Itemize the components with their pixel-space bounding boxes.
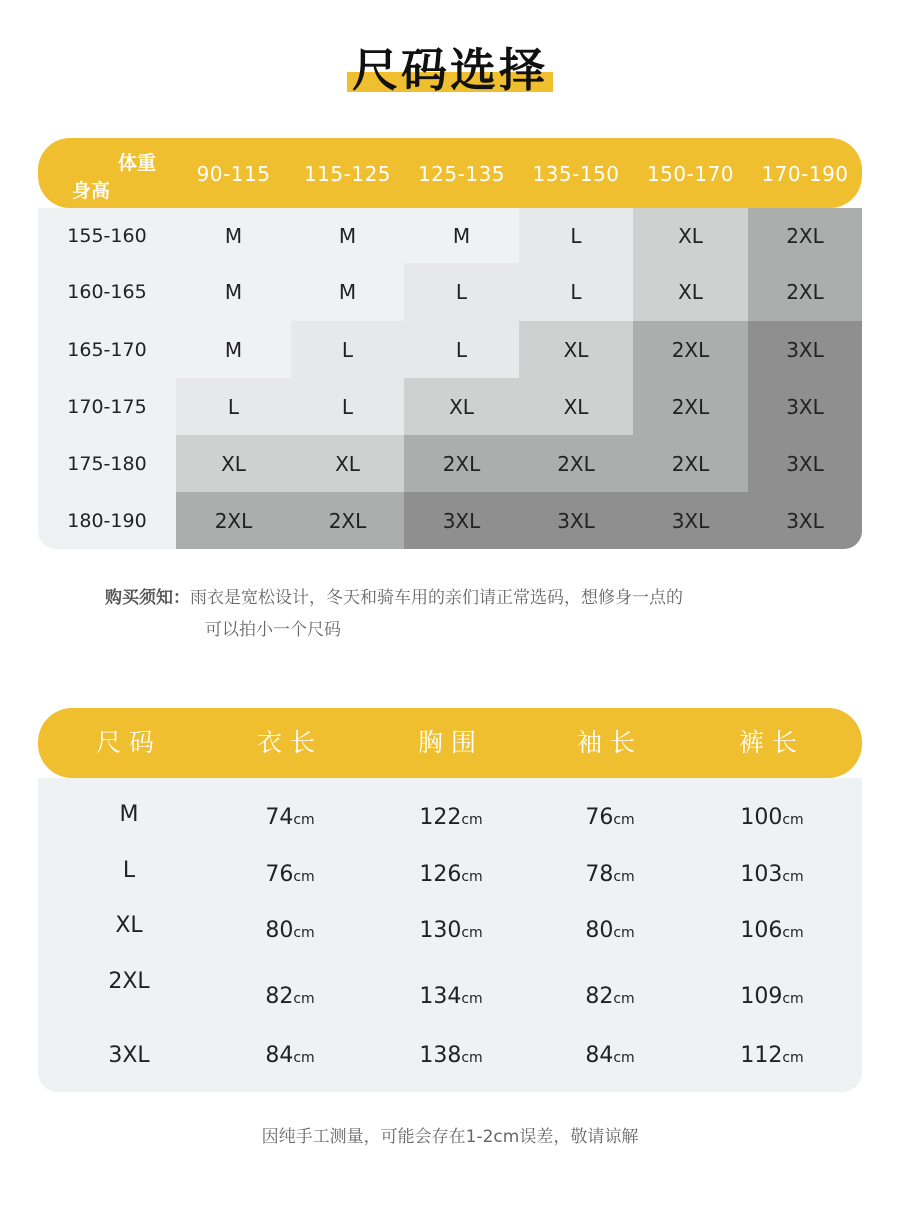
- height-label: 155-160: [67, 224, 147, 247]
- size-cell: 3XL: [748, 435, 862, 492]
- size-cell: 3XL: [748, 378, 862, 435]
- footer-disclaimer: 因纯手工测量，可能会存在1-2cm误差，敬请谅解: [261, 1127, 639, 1147]
- measure-value-cell: [697, 798, 847, 838]
- size-cell: L: [519, 263, 633, 321]
- measure-value: 130: [419, 918, 462, 943]
- measure-value: 109: [740, 984, 783, 1009]
- measure-value: 100: [740, 805, 783, 830]
- measure-value-cell: [376, 1036, 526, 1076]
- size-cell: M: [404, 208, 519, 263]
- size-cell: L: [291, 321, 404, 378]
- measure-value-cell: [535, 1036, 685, 1076]
- size-cell: M: [176, 208, 291, 263]
- measure-value-cell: [376, 798, 526, 838]
- measure-unit: cm: [461, 991, 483, 1007]
- size-cell: 2XL: [404, 435, 519, 492]
- measure-unit: cm: [613, 991, 635, 1007]
- measure-size-cell: M: [119, 802, 139, 827]
- weight-header: 150-170: [646, 162, 735, 186]
- size-cell: L: [404, 263, 519, 321]
- size-cell: 2XL: [291, 492, 404, 549]
- size-cell: 2XL: [633, 435, 748, 492]
- size-cell: 3XL: [748, 321, 862, 378]
- measure-value-cell: [535, 798, 685, 838]
- size-cell: XL: [633, 263, 748, 321]
- measure-value: 122: [419, 805, 462, 830]
- size-cell: 2XL: [176, 492, 291, 549]
- measure-unit: cm: [461, 869, 483, 885]
- measure-unit: cm: [782, 812, 804, 828]
- size-cell: 2XL: [748, 263, 862, 321]
- size-chart-header: [38, 138, 862, 208]
- corner-weight-label: 体重: [118, 152, 157, 174]
- measure-value: 138: [419, 1043, 462, 1068]
- measure-unit: cm: [782, 925, 804, 941]
- measure-unit: cm: [461, 812, 483, 828]
- measure-value-cell: [215, 977, 365, 1017]
- height-label: 175-180: [67, 452, 147, 475]
- size-cell: XL: [519, 378, 633, 435]
- size-cell: 3XL: [633, 492, 748, 549]
- size-chart-body: [38, 208, 862, 549]
- height-label: 170-175: [67, 395, 147, 418]
- size-cell: 2XL: [519, 435, 633, 492]
- size-cell: M: [291, 208, 404, 263]
- height-label: 160-165: [67, 281, 147, 303]
- measure-value-cell: [376, 855, 526, 895]
- measure-table-header: [38, 708, 862, 778]
- measure-value-cell: [376, 911, 526, 951]
- measure-value: 84: [265, 1043, 294, 1068]
- size-cell: 2XL: [633, 378, 748, 435]
- measure-unit: cm: [293, 869, 315, 885]
- size-cell: XL: [519, 321, 633, 378]
- measure-value: 74: [265, 805, 294, 830]
- size-cell: XL: [404, 378, 519, 435]
- measure-header: 衣长: [256, 728, 323, 757]
- measure-header: 袖长: [576, 728, 643, 757]
- purchase-note-label: 购买须知：: [105, 588, 190, 608]
- measure-table-body: [38, 778, 862, 1092]
- measure-unit: cm: [293, 1050, 315, 1066]
- measure-value-cell: [697, 1036, 847, 1076]
- measure-value: 126: [419, 862, 462, 887]
- measure-header: 胸围: [417, 728, 484, 757]
- size-cell: 3XL: [519, 492, 633, 549]
- measure-value-cell: [535, 855, 685, 895]
- size-cell: 2XL: [748, 208, 862, 263]
- measure-size-cell: 3XL: [108, 1043, 150, 1068]
- measure-value-cell: [535, 911, 685, 951]
- measure-value-cell: [215, 911, 365, 951]
- size-cell: XL: [633, 208, 748, 263]
- measure-value-cell: [697, 977, 847, 1017]
- measure-value: 103: [740, 862, 783, 887]
- measure-unit: cm: [782, 1050, 804, 1066]
- measure-value: 106: [740, 918, 783, 943]
- weight-header: 115-125: [303, 162, 392, 186]
- measure-value-cell: [697, 855, 847, 895]
- measure-unit: cm: [782, 869, 804, 885]
- measure-value: 82: [585, 984, 614, 1009]
- measure-header: 尺码: [95, 728, 162, 757]
- measure-unit: cm: [782, 991, 804, 1007]
- measure-unit: cm: [293, 812, 315, 828]
- weight-header: 90-115: [196, 162, 271, 186]
- size-cell: 3XL: [748, 492, 862, 549]
- size-cell: XL: [291, 435, 404, 492]
- size-cell: L: [519, 208, 633, 263]
- size-cell: 3XL: [404, 492, 519, 549]
- height-label: 180-190: [67, 509, 147, 532]
- height-label: 165-170: [67, 338, 147, 361]
- measure-value-cell: [376, 977, 526, 1017]
- measure-size-cell: 2XL: [108, 969, 150, 994]
- measure-unit: cm: [613, 812, 635, 828]
- measure-unit: cm: [613, 1050, 635, 1066]
- measure-value-cell: [215, 798, 365, 838]
- size-cell: L: [404, 321, 519, 378]
- measure-unit: cm: [461, 925, 483, 941]
- purchase-note-line1: 雨衣是宽松设计，冬天和骑车用的亲们请正常选码，想修身一点的: [190, 588, 683, 608]
- weight-header: 125-135: [417, 162, 506, 186]
- measure-value: 134: [419, 984, 462, 1009]
- size-cell: L: [291, 378, 404, 435]
- page-title: 尺码选择: [352, 43, 548, 97]
- size-cell: 2XL: [633, 321, 748, 378]
- size-cell: XL: [176, 435, 291, 492]
- title-area: [0, 30, 900, 100]
- weight-header: 135-150: [532, 162, 620, 186]
- size-cell: M: [291, 263, 404, 321]
- measure-value: 80: [585, 918, 614, 943]
- size-cell: M: [176, 321, 291, 378]
- size-cell: M: [176, 263, 291, 321]
- purchase-note: [105, 582, 683, 646]
- measure-unit: cm: [293, 991, 315, 1007]
- purchase-note-line2: 可以拍小一个尺码: [205, 620, 341, 640]
- measure-value: 76: [585, 805, 614, 830]
- measure-value-cell: [697, 911, 847, 951]
- measure-value: 82: [265, 984, 294, 1009]
- measure-value: 112: [740, 1043, 783, 1068]
- measure-value-cell: [535, 977, 685, 1017]
- measure-value: 84: [585, 1043, 614, 1068]
- measure-unit: cm: [613, 925, 635, 941]
- weight-header: 170-190: [761, 162, 849, 186]
- measure-value-cell: [215, 855, 365, 895]
- measure-size-cell: L: [122, 858, 136, 883]
- measure-size-cell: XL: [115, 913, 143, 938]
- measure-value: 76: [265, 862, 294, 887]
- measure-value: 80: [265, 918, 294, 943]
- measure-unit: cm: [293, 925, 315, 941]
- measure-unit: cm: [461, 1050, 483, 1066]
- measure-unit: cm: [613, 869, 635, 885]
- measure-value-cell: [215, 1036, 365, 1076]
- size-cell: L: [176, 378, 291, 435]
- corner-height-label: 身高: [72, 180, 111, 202]
- measure-header: 裤长: [738, 728, 805, 757]
- measure-value: 78: [585, 862, 614, 887]
